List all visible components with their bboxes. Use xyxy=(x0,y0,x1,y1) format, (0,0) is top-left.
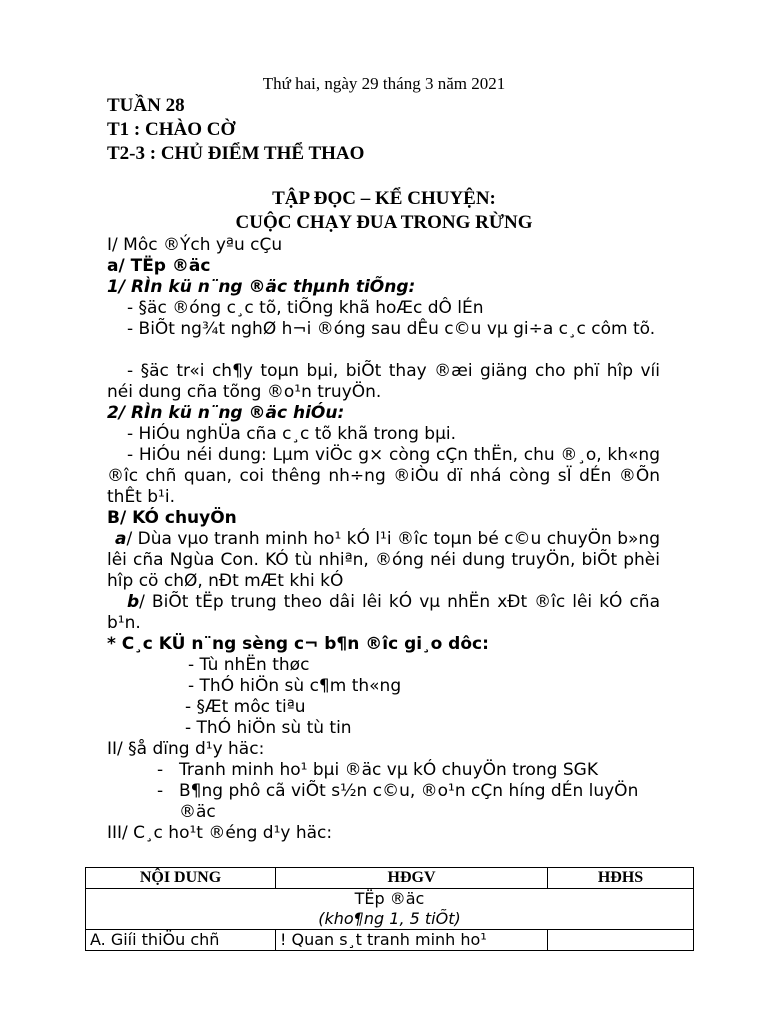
objective-item: - §äc ®óng c¸c tõ, tiÕng khã hoÆc dÔ lÉn xyxy=(127,298,484,318)
objective-item: - HiÓu néi dung: Lµm viÖc g× còng cÇn thËn, chu ®¸o, kh«ng ®îc chñ quan, coi thêng nh÷ng ®iÒu dï nhá còng sÏ dÉn ®Õn thÊt b¹i. xyxy=(107,445,660,507)
skill-comprehension: 2/ RÌn kü n¨ng ®äc hiÓu: xyxy=(107,403,345,423)
item-marker: a xyxy=(115,529,127,549)
material-item: Tranh minh ho¹ bµi ®äc vµ kÓ chuyÖn trong SGK xyxy=(179,760,598,780)
period-2-3-label: T2-3 : CHỦ ĐIỂM THỂ THAO xyxy=(107,143,365,164)
section-materials: II/ §å dïng d¹y häc: xyxy=(107,739,265,759)
material-item-continued: ®äc xyxy=(179,802,216,822)
row-teacher-cell: ! Quan s¸t tranh minh ho¹ xyxy=(276,930,548,951)
header-teacher-activity: HĐGV xyxy=(276,868,548,889)
material-item: B¶ng phô cã viÕt s½n c©u, ®o¹n cÇn híng dÉn luyÖn xyxy=(179,781,639,801)
storytelling-objective-b xyxy=(107,592,660,634)
objective-item: - BiÕt ng¾t nghØ h¬i ®óng sau dÊu c©u vµ gi÷a c¸c côm tõ. xyxy=(127,319,656,339)
item-marker: b xyxy=(127,592,140,612)
section-cell xyxy=(86,889,694,930)
section-title: TËp ®äc xyxy=(354,889,425,908)
table-row xyxy=(86,930,694,951)
subsection-reading: a/ TËp ®äc xyxy=(107,256,211,276)
lesson-date: Thứ hai, ngày 29 tháng 3 năm 2021 xyxy=(262,74,506,93)
life-skill-item: - Tù nhËn thøc xyxy=(188,655,310,675)
life-skill-item: - ThÓ hiÖn sù c¶m th«ng xyxy=(188,676,402,696)
life-skill-item: - §Æt môc tiªu xyxy=(185,697,306,717)
header-student-activity: HĐHS xyxy=(548,868,694,889)
storytelling-text: / Dùa vµo tranh minh ho¹ kÓ l¹i ®îc toµn bé c©u chuyÖn b»ng lêi cña Ngùa Con. KÓ tù nhiªn, ®óng néi dung truyÖn, biÕt phèi hîp cö chØ, nÐt mÆt khi kÓ xyxy=(107,529,660,591)
table-section-row xyxy=(86,889,694,930)
header-content: NỘI DUNG xyxy=(86,868,276,889)
lesson-title-line1: TẬP ĐỌC – KỂ CHUYỆN: xyxy=(272,188,496,209)
section-activities: III/ C¸c ho¹t ®éng d¹y häc: xyxy=(107,823,333,843)
period-1-label: T1 : CHÀO CỜ xyxy=(107,119,236,140)
subsection-storytelling: B/ KÓ chuyÖn xyxy=(107,508,237,528)
life-skills-heading: * C¸c KÜ n¨ng sèng c¬ b¶n ®îc gi¸o dôc: xyxy=(107,634,489,654)
skill-reading-aloud: 1/ RÌn kü n¨ng ®äc thµnh tiÕng: xyxy=(107,277,416,297)
storytelling-objective-a xyxy=(107,529,660,592)
objective-item: - §äc tr«i ch¶y toµn bµi, biÕt thay ®æi giäng cho phï hîp víi néi dung cña tõng ®o¹n truyÖn. xyxy=(107,361,660,402)
life-skill-item: - ThÓ hiÖn sù tù tin xyxy=(185,718,352,738)
row-student-cell xyxy=(548,930,694,951)
list-bullet: - xyxy=(157,781,164,801)
table-header-row xyxy=(86,868,694,889)
section-objectives: I/ Môc ®Ých yªu cÇu xyxy=(107,235,283,255)
activities-table xyxy=(85,867,694,951)
week-label: TUẦN 28 xyxy=(107,95,185,116)
row-content-cell: A. Giíi thiÖu chñ xyxy=(86,930,276,951)
lesson-title-line2: CUỘC CHẠY ĐUA TRONG RỪNG xyxy=(235,212,533,233)
objective-item: - HiÓu nghÜa cña c¸c tõ khã trong bµi. xyxy=(127,424,457,444)
storytelling-text: / BiÕt tËp trung theo dâi lêi kÓ vµ nhËn xÐt ®îc lêi kÓ cña b¹n. xyxy=(107,592,660,633)
list-bullet: - xyxy=(157,760,164,780)
section-duration: (kho¶ng 1, 5 tiÕt) xyxy=(318,909,461,928)
